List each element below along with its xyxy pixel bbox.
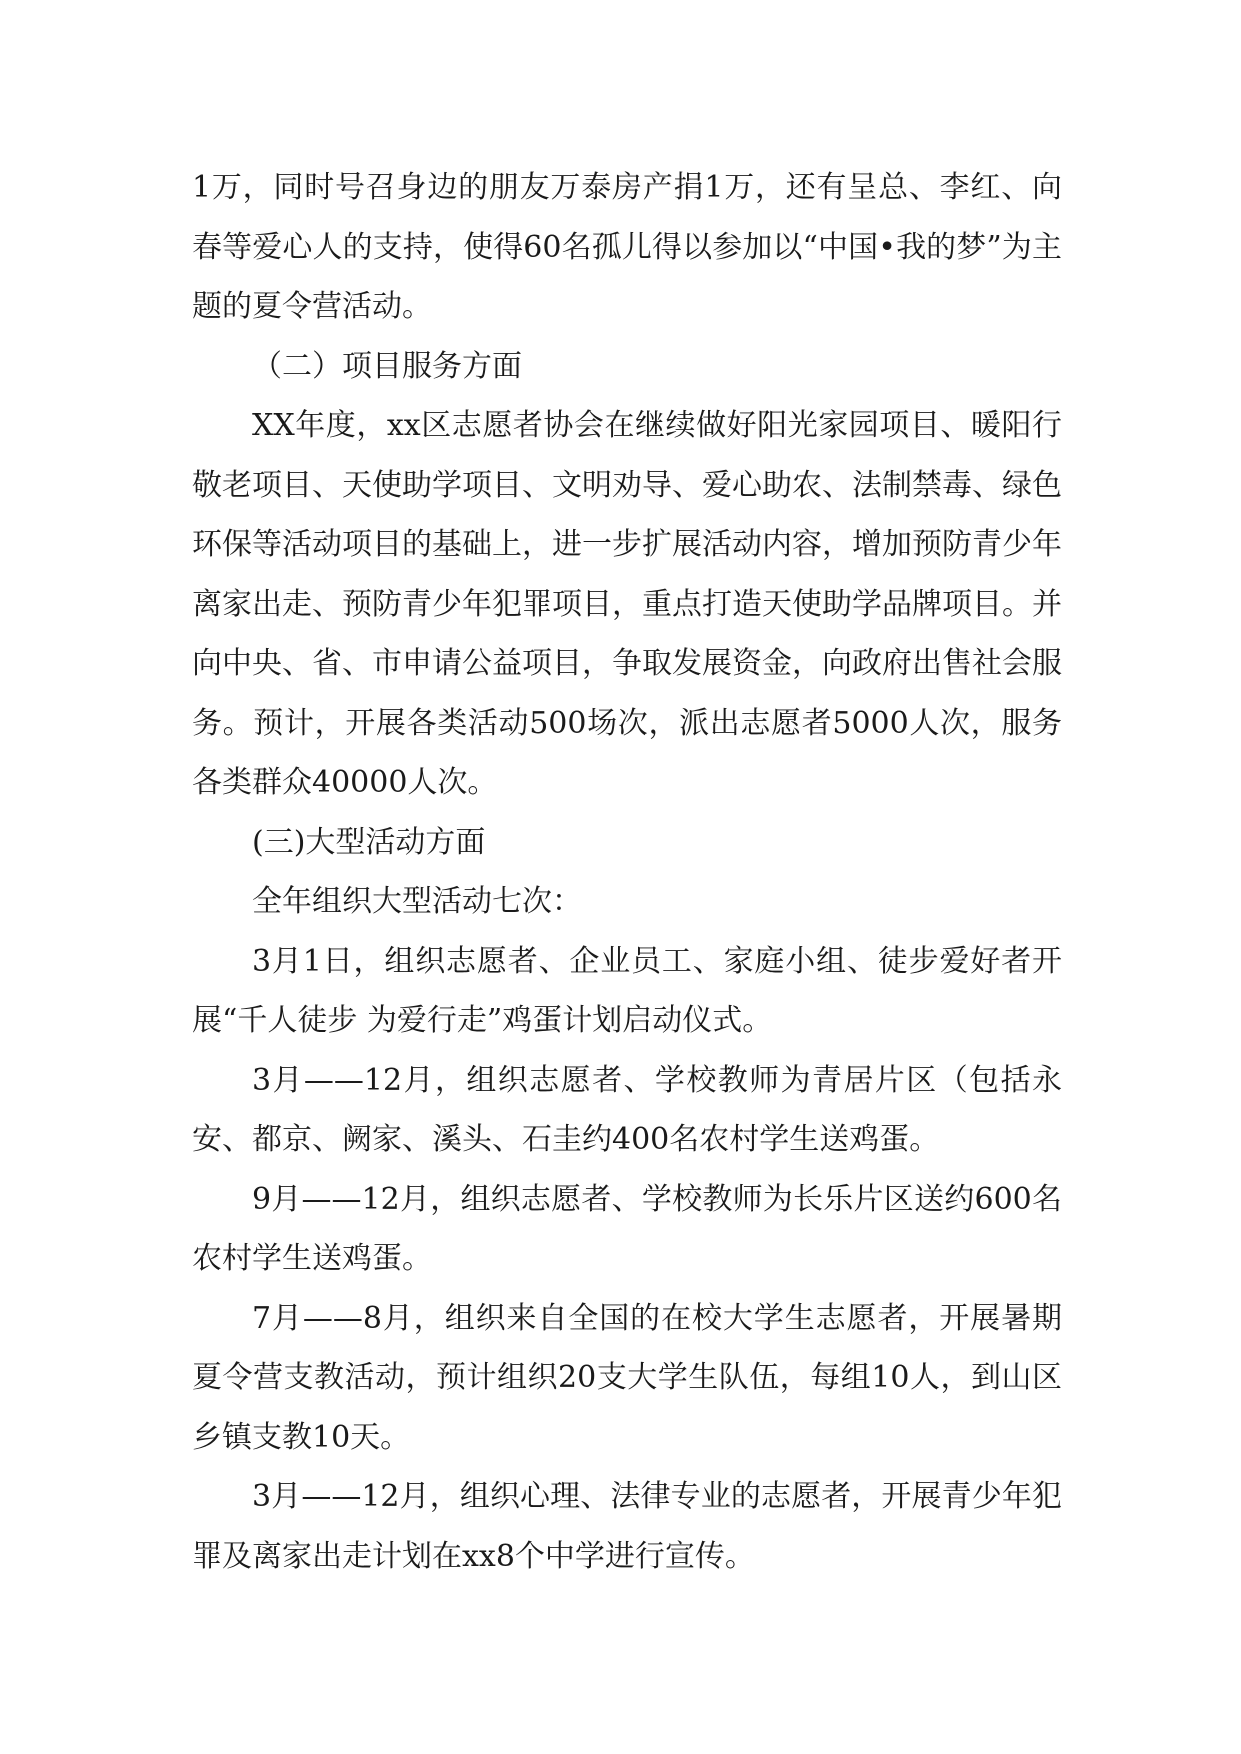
paragraph-donation-continued: 1万，同时号召身边的朋友万泰房产捐1万，还有呈总、李红、向春等爱心人的支持，使得60名孤儿得以参加以“中国•我的梦”为主题的夏令营活动。 [192, 170, 1062, 324]
paragraph-event-qingju-eggs: 3月——12月，组织志愿者、学校教师为青居片区（包括永安、都京、阙家、溪头、石圭约400名农村学生送鸡蛋。 [192, 1062, 1062, 1157]
paragraph-event-march-1: 3月1日，组织志愿者、企业员工、家庭小组、徒步爱好者开展“千人徒步 为爱行走”鸡蛋计划启动仪式。 [192, 943, 1062, 1038]
document-body [192, 158, 1062, 1586]
paragraph-event-changle-eggs: 9月——12月，组织志愿者、学校教师为长乐片区送约600名农村学生送鸡蛋。 [192, 1181, 1062, 1276]
paragraph-project-services: XX年度，xx区志愿者协会在继续做好阳光家园项目、暖阳行敬老项目、天使助学项目、文明劝导、爱心助农、法制禁毒、绿色环保等活动项目的基础上，进一步扩展活动内容，增加预防青少年离家出走、预防青少年犯罪项目，重点打造天使助学品牌项目。并向中央、省、市申请公益项目，争取发展资金，向政府出售社会服务。预计，开展各类活动500场次，派出志愿者5000人次，服务各类群众40000人次。 [192, 408, 1062, 800]
paragraph-event-summer-camp: 7月——8月，组织来自全国的在校大学生志愿者，开展暑期夏令营支教活动，预计组织20支大学生队伍，每组10人，到山区乡镇支教10天。 [192, 1300, 1062, 1455]
section-heading-large-events: (三)大型活动方面 [252, 824, 486, 860]
paragraph-event-school-outreach: 3月——12月，组织心理、法律专业的志愿者，开展青少年犯罪及离家出走计划在xx8个中学进行宣传。 [192, 1479, 1062, 1574]
paragraph-events-intro: 全年组织大型活动七次： [252, 884, 582, 919]
section-heading-project-services: （二）项目服务方面 [252, 348, 522, 384]
